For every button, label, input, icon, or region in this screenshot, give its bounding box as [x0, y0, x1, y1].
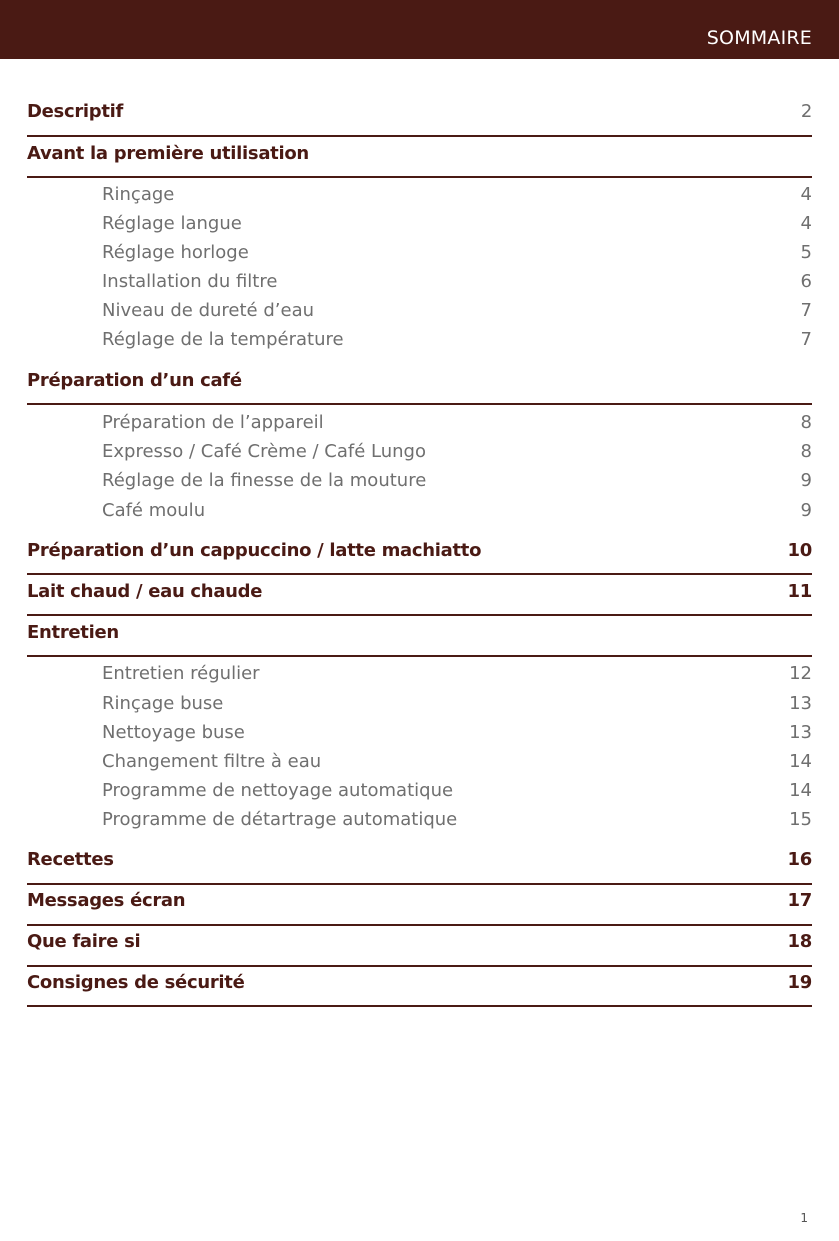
- toc-subentry[interactable]: [27, 780, 812, 801]
- toc-page-number: 17: [787, 890, 812, 911]
- section-divider: [27, 965, 812, 967]
- toc-subentry-label: Expresso / Café Crème / Café Lungo: [102, 441, 426, 462]
- toc-subentry-label: Rinçage buse: [102, 693, 224, 714]
- toc-page-number: 19: [787, 972, 812, 993]
- toc-subentry-label: Changement filtre à eau: [102, 751, 322, 772]
- toc-page-number: 14: [789, 780, 812, 801]
- section-divider: [27, 176, 812, 178]
- toc-page-number: 18: [787, 931, 812, 952]
- toc-subentry-label: Préparation de l’appareil: [102, 412, 324, 433]
- toc-section-label: Que faire si: [27, 931, 141, 952]
- toc-subentry[interactable]: [27, 271, 812, 292]
- toc-entry-consignes-securite[interactable]: [27, 972, 812, 993]
- toc-page-number: 10: [787, 540, 812, 561]
- section-divider: [27, 924, 812, 926]
- toc-subentry[interactable]: [27, 184, 812, 205]
- toc-section-label: Lait chaud / eau chaude: [27, 581, 263, 602]
- toc-entry-messages-ecran[interactable]: [27, 890, 812, 911]
- toc-subentry-label: Réglage de la finesse de la mouture: [102, 470, 427, 491]
- toc-page-number: 4: [800, 213, 812, 234]
- toc-subentry[interactable]: [27, 213, 812, 234]
- toc-entry-lait-chaud[interactable]: [27, 581, 812, 602]
- toc-section-label: Entretien: [27, 622, 119, 643]
- page-number: 1: [800, 1211, 808, 1225]
- toc-subentry-label: Programme de détartrage automatique: [102, 809, 458, 830]
- toc-subentry[interactable]: [27, 663, 812, 684]
- toc-subentry[interactable]: [27, 751, 812, 772]
- toc-page-number: 9: [800, 500, 812, 521]
- page-title: SOMMAIRE: [706, 27, 812, 49]
- toc-page-number: 13: [789, 722, 812, 743]
- toc-subentry[interactable]: [27, 441, 812, 462]
- toc-subentry-label: Café moulu: [102, 500, 206, 521]
- section-divider: [27, 403, 812, 405]
- toc-page-number: 13: [789, 693, 812, 714]
- toc-page-number: 7: [800, 300, 812, 321]
- toc-subentry[interactable]: [27, 300, 812, 321]
- toc-section-label: Préparation d’un cappuccino / latte machiatto: [27, 540, 482, 561]
- toc-subentry[interactable]: [27, 329, 812, 350]
- toc-section-label: Recettes: [27, 849, 114, 870]
- toc-subentry-label: Rinçage: [102, 184, 175, 205]
- toc-entry-recettes[interactable]: [27, 849, 812, 870]
- toc-page-number: 11: [787, 581, 812, 602]
- toc-page-number: 8: [800, 441, 812, 462]
- toc-section-label: Avant la première utilisation: [27, 143, 309, 164]
- toc-section-label: Consignes de sécurité: [27, 972, 245, 993]
- toc-entry-cappuccino[interactable]: [27, 540, 812, 561]
- toc-subentry-label: Entretien régulier: [102, 663, 260, 684]
- toc-page-number: 14: [789, 751, 812, 772]
- toc-page-number: 9: [800, 470, 812, 491]
- toc-subentry-label: Réglage de la température: [102, 329, 344, 350]
- toc-subentry-label: Réglage horloge: [102, 242, 249, 263]
- toc-subentry-label: Programme de nettoyage automatique: [102, 780, 454, 801]
- toc-subentry-label: Installation du filtre: [102, 271, 278, 292]
- toc-section-label: Messages écran: [27, 890, 186, 911]
- toc-subentry[interactable]: [27, 809, 812, 830]
- toc-subentry-label: Niveau de dureté d’eau: [102, 300, 315, 321]
- toc-page-number: 8: [800, 412, 812, 433]
- toc-page-number: 2: [800, 101, 812, 122]
- section-divider: [27, 655, 812, 657]
- toc-subentry-label: Réglage langue: [102, 213, 242, 234]
- toc-section-label: Préparation d’un café: [27, 370, 242, 391]
- toc-subentry[interactable]: [27, 470, 812, 491]
- toc-page-number: 5: [800, 242, 812, 263]
- toc-entry-descriptif[interactable]: [27, 101, 812, 122]
- toc-page-number: 4: [800, 184, 812, 205]
- toc-subentry[interactable]: [27, 693, 812, 714]
- section-divider: [27, 883, 812, 885]
- toc-subentry[interactable]: [27, 412, 812, 433]
- toc-section-label: Descriptif: [27, 101, 124, 122]
- toc-subentry[interactable]: [27, 500, 812, 521]
- toc-subentry-label: Nettoyage buse: [102, 722, 245, 743]
- section-divider: [27, 135, 812, 137]
- toc-subentry[interactable]: [27, 242, 812, 263]
- toc-subentry[interactable]: [27, 722, 812, 743]
- toc-page-number: 15: [789, 809, 812, 830]
- toc-page-number: 12: [789, 663, 812, 684]
- toc-entry-avant-utilisation[interactable]: [27, 143, 812, 164]
- toc-entry-preparation-cafe[interactable]: [27, 370, 812, 391]
- toc-page-number: 7: [800, 329, 812, 350]
- section-divider: [27, 1005, 812, 1007]
- toc-page-number: 6: [800, 271, 812, 292]
- section-divider: [27, 614, 812, 616]
- header-bar: [0, 0, 839, 59]
- toc-entry-que-faire-si[interactable]: [27, 931, 812, 952]
- toc-entry-entretien[interactable]: [27, 622, 812, 643]
- toc-page-number: 16: [787, 849, 812, 870]
- section-divider: [27, 573, 812, 575]
